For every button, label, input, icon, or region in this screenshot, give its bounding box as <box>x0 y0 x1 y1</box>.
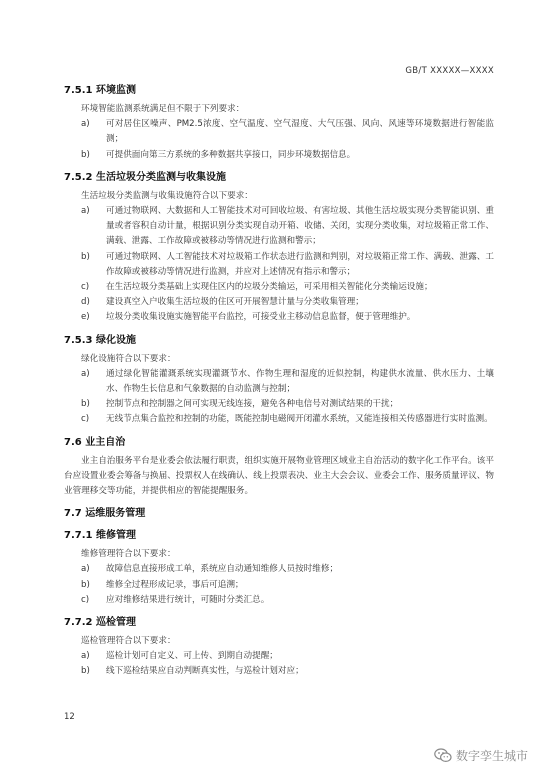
requirement-list <box>64 204 494 326</box>
watermark-text: 数字孪生城市 <box>455 749 528 763</box>
section-heading-7-5-3: 7.5.3 绿化设施 <box>64 334 136 346</box>
list-text: 故障信息直接形成工单，系统应自动通知维修人员按时维修； <box>106 564 339 575</box>
document-body <box>64 84 494 680</box>
list-marker: b) <box>81 251 90 262</box>
section-heading-7-5-1: 7.5.1 环境监测 <box>64 85 136 96</box>
section-heading-7-5-2: 7.5.2 生活垃圾分类监测与收集设施 <box>64 171 226 183</box>
list-marker: a) <box>81 368 90 379</box>
list-marker: e) <box>81 312 90 323</box>
list-item <box>64 397 494 412</box>
list-text: 可对居住区噪声、PM2.5浓度、空气温度、空气湿度、大气压强、风向、风速等环境数据进行智能监测； <box>106 119 494 145</box>
wechat-icon <box>434 748 452 763</box>
list-marker: a) <box>81 564 90 575</box>
list-text: 巡检计划可自定义、可上传、到期自动提醒； <box>106 651 278 662</box>
section-intro: 维修管理符合以下要求： <box>81 549 176 560</box>
list-marker: b) <box>81 579 90 590</box>
watermark <box>434 747 528 764</box>
list-marker: b) <box>81 666 90 677</box>
list-item <box>64 295 494 310</box>
section-heading-7-6: 7.6 业主自治 <box>64 436 126 448</box>
section-intro: 巡检管理符合以下要求： <box>81 636 176 647</box>
list-text: 在生活垃圾分类基础上实现住区内的垃圾分类输运，可采用相关智能化分类输运设施； <box>106 282 433 293</box>
list-text: 维修全过程形成记录，事后可追溯； <box>106 579 244 590</box>
list-item <box>64 562 494 577</box>
list-text: 可通过物联网、大数据和人工智能技术对可回收垃圾、有害垃圾、其他生活垃圾实现分类智能识别、重量或者容积自动计量，根据识别分类实现自动开箱、收储、关闭，实现分类收集，对垃圾箱正常工作、满载、泄露、工作故障或被移动等情况进行监测和警示； <box>106 206 494 247</box>
page-number: 12 <box>64 712 75 722</box>
section-intro: 生活垃圾分类监测与收集设施符合以下要求： <box>81 190 253 201</box>
list-text: 可提供面向第三方系统的多种数据共享接口，同步环境数据信息。 <box>106 149 356 160</box>
list-item <box>64 412 494 427</box>
list-item <box>64 280 494 295</box>
list-marker: c) <box>81 594 90 605</box>
list-item <box>64 664 494 679</box>
list-item <box>64 310 494 325</box>
section-intro: 环境智能监测系统满足但不限于下列要求： <box>81 104 245 114</box>
list-item <box>64 250 494 280</box>
list-marker: b) <box>81 399 90 410</box>
list-marker: a) <box>81 206 90 217</box>
list-marker: c) <box>81 282 90 293</box>
list-text: 应对维修结果进行统计，可随时分类汇总。 <box>106 594 270 605</box>
list-item <box>64 204 494 250</box>
requirement-list <box>64 562 494 608</box>
standard-code: GB/T XXXXX—XXXX <box>405 66 494 76</box>
list-marker: a) <box>81 651 90 662</box>
section-heading-7-7-2: 7.7.2 巡检管理 <box>64 617 136 629</box>
list-item <box>64 367 494 397</box>
list-item <box>64 649 494 664</box>
requirement-list <box>64 367 494 428</box>
list-text: 无线节点集合监控和控制的功能，既能控制电磁阀开闭灌水系统，又能连接相关传感器进行实时监测。 <box>106 414 493 425</box>
list-marker: c) <box>81 414 90 425</box>
list-marker: b) <box>81 149 90 160</box>
section-heading-7-7: 7.7 运维服务管理 <box>64 508 146 520</box>
requirement-list <box>64 649 494 679</box>
list-text: 可通过物联网、人工智能技术对垃圾箱工作状态进行监测和判别，对垃圾箱正常工作、满载、泄露、工作故障或被移动等情况进行监测，并应对上述情况有指示和警示； <box>106 251 494 277</box>
list-marker: d) <box>81 297 90 308</box>
list-text: 线下巡检结果应自动判断真实性，与巡检计划对应； <box>106 666 304 677</box>
list-marker: a) <box>81 119 90 130</box>
list-text: 控制节点和控制器之间可实现无线连接，避免各种电信号对测试结果的干扰； <box>106 399 399 410</box>
list-text: 建设真空入户收集生活垃圾的住区可开展智慧计量与分类收集管理； <box>106 297 364 308</box>
list-item <box>64 117 494 147</box>
list-item <box>64 148 494 163</box>
requirement-list <box>64 117 494 163</box>
list-item <box>64 593 494 608</box>
section-intro: 绿化设施符合以下要求： <box>81 353 176 364</box>
list-item <box>64 578 494 593</box>
section-heading-7-7-1: 7.7.1 维修管理 <box>64 530 136 542</box>
list-text: 垃圾分类收集设施实施智能平台监控，可接受业主移动信息监督，便于管理维护。 <box>106 312 416 323</box>
section-paragraph: 业主自治服务平台是业委会依法履行职责，组织实施开展物业管理区域业主自治活动的数字化工作平台。该平台应设置业委会筹备与换届、投票权人在线确认、线上投票表决、业主大会会议、业委会工作、服务质量评议、物业管理移交等功能，并提供相应的智能提醒服务。 <box>64 455 494 497</box>
list-text: 通过绿化智能灌溉系统实现灌溉节水、作物生理和湿度的近似控制，构建供水流量、供水压力、土壤水、作物生长信息和气象数据的自动监测与控制； <box>106 368 494 395</box>
